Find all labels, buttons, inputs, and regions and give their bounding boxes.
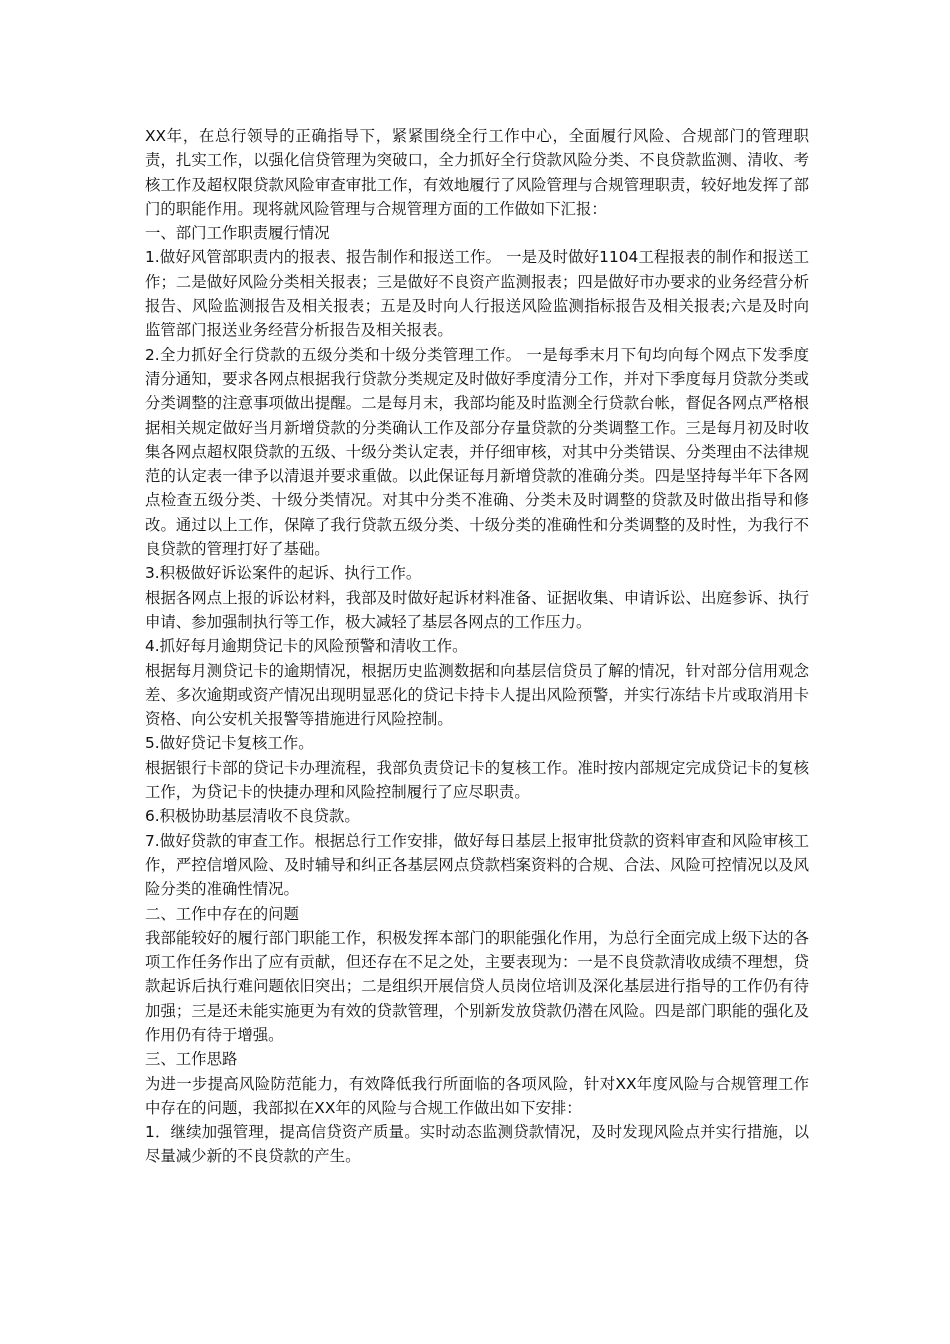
section-heading-2: 二、工作中存在的问题 bbox=[145, 904, 299, 923]
item-4-paragraph: 根据每月测贷记卡的逾期情况，根据历史监测数据和向基层信贷员了解的情况，针对部分信用观念差、多次逾期或资产情况出现明显恶化的贷记卡持卡人提出风险预警，并实行冻结卡片或取消用卡资格、向公安机关报警等措施进行风险控制。 bbox=[145, 661, 809, 729]
item-3-heading: 3.积极做好诉讼案件的起诉、执行工作。 bbox=[145, 564, 422, 583]
intro-paragraph: XX年，在总行领导的正确指导下，紧紧围绕全行工作中心，全面履行风险、合规部门的管理职责，扎实工作，以强化信贷管理为突破口，全力抓好全行贷款风险分类、不良贷款监测、清收、考核工作及超权限贷款风险审查审批工作，有效地履行了风险管理与合规管理职责，较好地发挥了部门的职能作用。现将就风险管理与合规管理方面的工作做如下汇报： bbox=[145, 127, 809, 218]
item-3-paragraph: 根据各网点上报的诉讼材料，我部及时做好起诉材料准备、证据收集、申请诉讼、出庭参诉、执行申请、参加强制执行等工作，极大减轻了基层各网点的工作压力。 bbox=[145, 588, 809, 631]
plan-item-1-paragraph: 1．继续加强管理，提高信贷资产质量。实时动态监测贷款情况，及时发现风险点并实行措施，以尽量减少新的不良贷款的产生。 bbox=[145, 1123, 809, 1166]
item-7-paragraph: 7.做好贷款的审查工作。根据总行工作安排，做好每日基层上报审批贷款的资料审查和风险审核工作，严控信增风险、及时辅导和纠正各基层网点贷款档案资料的合规、合法、风险可控情况以及风险分类的准确性情况。 bbox=[145, 831, 809, 899]
problems-paragraph: 我部能较好的履行部门职能工作，积极发挥本部门的职能强化作用，为总行全面完成上级下达的各项工作任务作出了应有贡献，但还存在不足之处，主要表现为：一是不良贷款清收成绩不理想，贷款起诉后执行难问题依旧突出；二是组织开展信贷人员岗位培训及深化基层进行指导的工作仍有待加强；三是还未能实施更为有效的贷款管理，个别新发放贷款仍潜在风险。四是部门职能的强化及作用仍有待于增强。 bbox=[145, 928, 809, 1044]
item-1-paragraph: 1.做好风管部职责内的报表、报告制作和报送工作。 一是及时做好1104工程报表的制作和报送工作；二是做好风险分类相关报表；三是做好不良资产监测报表；四是做好市办要求的业务经营分析报告、风险监测报告及相关报表；五是及时向人行报送风险监测指标报告及相关报表;六是及时向监管部门报送业务经营分析报告及相关报表。 bbox=[145, 248, 809, 340]
item-2-paragraph: 2.全力抓好全行贷款的五级分类和十级分类管理工作。 一是每季末月下旬均向每个网点下发季度清分通知，要求各网点根据我行贷款分类规定及时做好季度清分工作，并对下季度每月贷款分类或分类调整的注意事项做出提醒。二是每月末，我部均能及时监测全行贷款台帐，督促各网点严格根据相关规定做好当月新增贷款的分类确认工作及部分存量贷款的分类调整工作。三是每月初及时收集各网点超权限贷款的五级、十级分类认定表，并仔细审核，对其中分类错误、分类理由不法律规范的认定表一律予以清退并要求重做。以此保证每月新增贷款的准确分类。四是坚持每半年下各网点检查五级分类、十级分类情况。对其中分类不准确、分类未及时调整的贷款及时做出指导和修改。通过以上工作，保障了我行贷款五级分类、十级分类的准确性和分类调整的及时性，为我行不良贷款的管理打好了基础。 bbox=[145, 345, 809, 559]
item-5-heading: 5.做好贷记卡复核工作。 bbox=[145, 734, 314, 753]
item-6-heading: 6.积极协助基层清收不良贷款。 bbox=[145, 807, 360, 826]
section-heading-1: 一、部门工作职责履行情况 bbox=[145, 224, 330, 243]
item-4-heading: 4.抓好每月逾期贷记卡的风险预警和清收工作。 bbox=[145, 637, 468, 656]
section-heading-3: 三、工作思路 bbox=[145, 1050, 238, 1069]
document-body bbox=[145, 124, 809, 1169]
item-5-paragraph: 根据银行卡部的贷记卡办理流程，我部负责贷记卡的复核工作。准时按内部规定完成贷记卡的复核工作，为贷记卡的快捷办理和风险控制履行了应尽职责。 bbox=[145, 758, 809, 802]
plan-intro-paragraph: 为进一步提高风险防范能力，有效降低我行所面临的各项风险，针对XX年度风险与合规管理工作中存在的问题，我部拟在XX年的风险与合规工作做出如下安排： bbox=[145, 1074, 809, 1117]
